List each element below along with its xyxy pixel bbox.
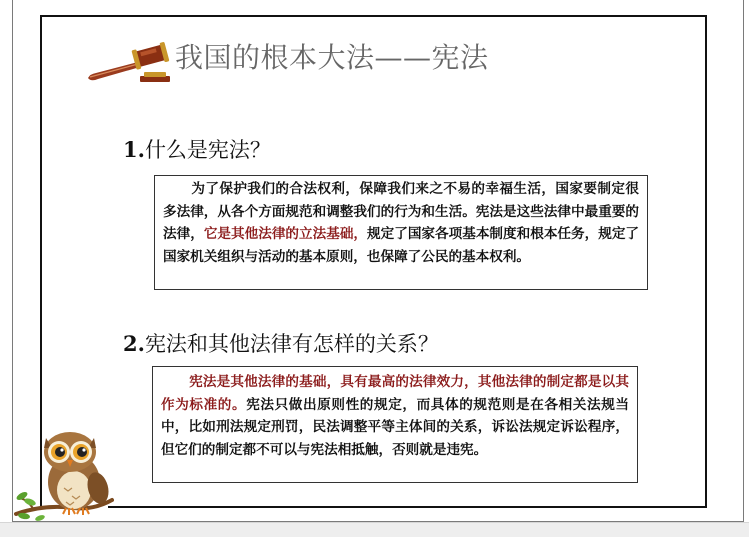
question-2-text: 宪法和其他法律有怎样的关系？ — [144, 332, 439, 356]
scroll-strip — [0, 522, 749, 537]
answer-1-text: 为了保护我们的合法权利，保障我们来之不易的幸福生活，国家要制定很多法律，从各个方面规范和调整我们的行为和生活。宪法是这些法律中最重要的法律， — [163, 181, 639, 242]
owl-illustration — [14, 430, 114, 522]
question-2-heading — [123, 328, 439, 358]
answer-2-emphasis: 宪法是其他法律的基础，具有最高的法律效力，其他法律的制定都是以其作为标准的。 — [161, 374, 629, 413]
answer-1-text-rest: 规定了国家各项基本制度和根本任务，规定了国家机关组织与活动的基本原则，也保障了公民的基本权利。 — [163, 226, 640, 265]
answer-2-box — [152, 366, 638, 483]
answer-1-box — [154, 175, 648, 290]
question-1-number: 1. — [123, 137, 145, 162]
question-1-text: 什么是宪法？ — [144, 138, 271, 162]
question-1-heading — [123, 134, 271, 164]
answer-1-emphasis: 它是其他法律的立法基础， — [203, 226, 368, 242]
gavel-icon — [86, 40, 174, 84]
slide-title: 我国的根本大法——宪法 — [175, 41, 489, 74]
slide-bottom-rule — [108, 506, 707, 508]
answer-2-text: 宪法只做出原则性的规定，而具体的规范则是在各相关法规当中，比如刑法规定刑罚，民法调整平等主体间的关系，诉讼法规定诉讼程序，但它们的制定都不可以与宪法相抵触，否则就是违宪。 — [161, 396, 629, 458]
question-2-number: 2. — [123, 331, 145, 356]
